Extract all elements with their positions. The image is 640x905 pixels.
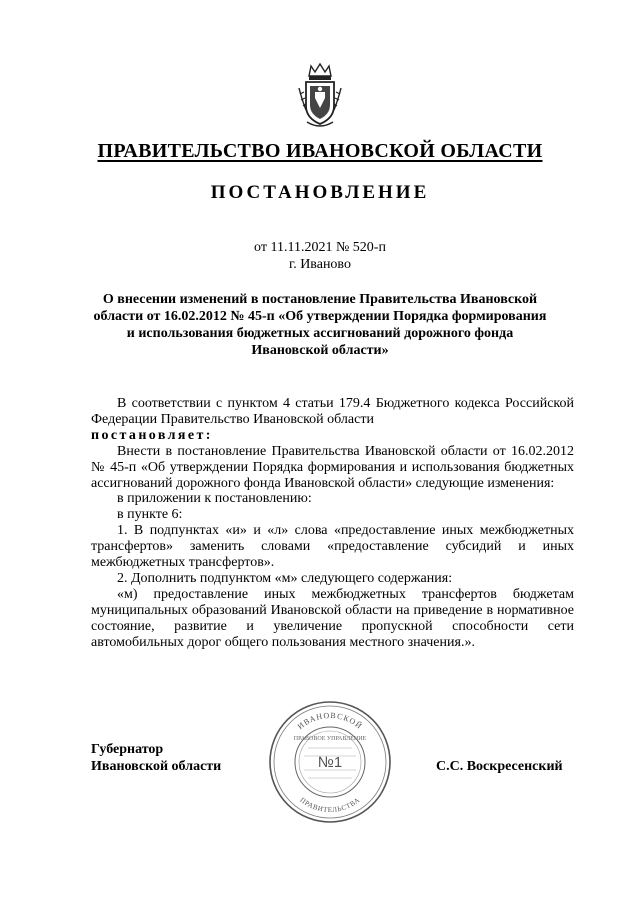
signatory-position-line2: Ивановской области <box>91 759 222 774</box>
signatory-position <box>91 741 221 775</box>
paragraph-clause: в пункте 6: <box>117 507 183 523</box>
paragraph-amend: Внести в постановление Правительства Ивановской области от 16.02.2012 № 45-п «Об утверждении Порядка формирования и использования бюджетных ассигнований дорожного фонда Ивановской области» следующие изменения: <box>91 443 574 491</box>
document-city: г. Иваново <box>289 257 351 272</box>
document-type: ПОСТАНОВЛЕНИЕ <box>210 182 430 203</box>
document-date-number: от 11.11.2021 № 520-п <box>254 240 386 255</box>
document-body <box>91 396 574 651</box>
coat-of-arms-icon <box>297 62 343 130</box>
signatory-name: С.С. Воскресенский <box>436 759 563 774</box>
stamp-number: №1 <box>317 754 343 771</box>
government-title: ПРАВИТЕЛЬСТВО ИВАНОВСКОЙ ОБЛАСТИ <box>97 140 543 162</box>
official-stamp-icon <box>268 700 392 824</box>
paragraph-subitem-m: «м) предоставление иных межбюджетных трансфертов бюджетам муниципальных образований Ивановской области на приведение в нормативное состояние, развитие и увеличение пропускной способности сети автомобильных дорог общего пользования местного значения.». <box>91 586 574 650</box>
svg-text:ПРАВИТЕЛЬСТВА <box>298 796 361 814</box>
stamp-ring-mid: ПРАВОВОЕ УПРАВЛЕНИЕ <box>293 736 367 742</box>
stamp-ring-top: ИВАНОВСКОЙ <box>295 710 365 732</box>
paragraph-item-2: 2. Дополнить подпунктом «м» следующего содержания: <box>117 570 453 586</box>
signatory-position-line1: Губернатор <box>91 742 164 757</box>
paragraph-preamble <box>91 396 574 444</box>
decree-word: постановляет: <box>91 427 213 443</box>
document-subject: О внесении изменений в постановление Правительства Ивановской области от 16.02.2012 № 45-п «Об утверждении Порядка формирования и использования бюджетных ассигнований дорожного фонда Ивановской области» <box>93 292 547 358</box>
preamble-text: В соответствии с пунктом 4 статьи 179.4 Бюджетного кодекса Российской Федерации Правительство Ивановской области <box>91 396 574 427</box>
svg-text:ИВАНОВСКОЙ <box>296 711 364 731</box>
stamp-ring-bottom: ПРАВИТЕЛЬСТВА <box>298 795 362 815</box>
paragraph-item-1: 1. В подпунктах «и» и «л» слова «предоставление иных межбюджетных трансфертов» заменить словами «предоставление субсидий и иных межбюджетных трансфертов». <box>91 523 574 571</box>
paragraph-annex: в приложении к постановлению: <box>117 491 312 507</box>
